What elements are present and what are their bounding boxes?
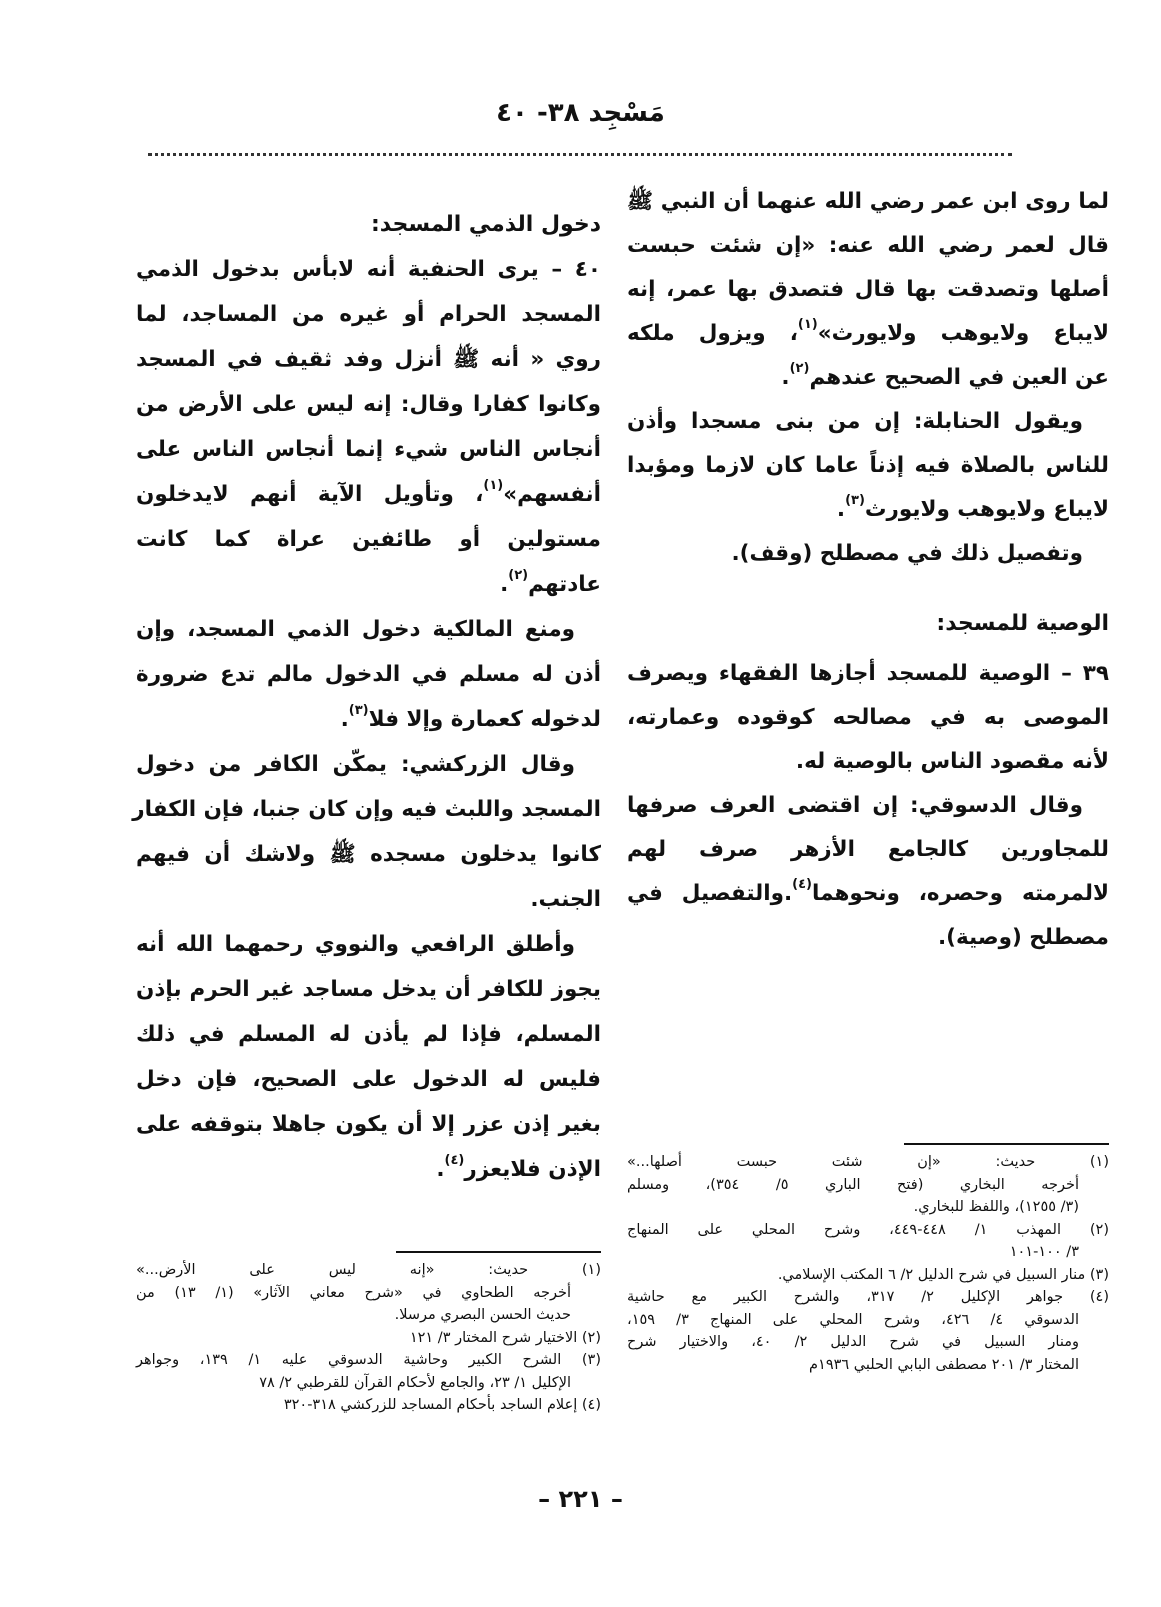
line-text: ، وتأويل الآية أنهم لايدخلون: [136, 482, 484, 507]
text-line: دخول الذمي المسجد:: [370, 212, 601, 237]
paragraph: [136, 607, 601, 742]
footnote-number: (٢): [581, 1329, 601, 1346]
footnote-text: الدسوقي ٤/ ٤٢٦، وشرح المحلي على المنهاج ٣/ ١٥٩،: [627, 1311, 1079, 1328]
text-line: يجوز للكافر أن يدخل مساجد غير الحرم بإذن: [136, 977, 601, 1002]
text-line: [136, 1147, 601, 1192]
line-text: عادتهم: [528, 572, 601, 597]
footnote-text: حديث: «إنه ليس على الأرض...»: [136, 1262, 529, 1278]
text-line: [627, 312, 1109, 356]
footnote-text: أخرجه البخاري (فتح الباري ٥/ ٣٥٤)، ومسلم: [627, 1176, 1079, 1193]
text-line: أصلها وتصدقت بها قال فتصدق بها عمر، إنه: [627, 277, 1109, 302]
footnote: [627, 1264, 1109, 1287]
footnote-ref: (٤): [444, 1153, 465, 1168]
text-line: كانوا يدخلون مسجده ﷺ ولاشك أن فيهم: [136, 842, 601, 867]
text-line: الموصى به في مصالحه كوقوده وعمارته،: [627, 705, 1109, 730]
paragraph: [627, 400, 1109, 532]
line-text: .: [340, 707, 349, 732]
paragraph: [627, 784, 1109, 960]
footnote-rule-left: [396, 1251, 601, 1253]
footnote-line: [627, 1354, 1109, 1377]
paragraph: [627, 180, 1109, 400]
text-line: وقال الزركشي: يمكّن الكافر من دخول: [136, 752, 575, 777]
text-line: مصطلح (وصية).: [938, 925, 1109, 950]
footnote-line: [627, 1174, 1109, 1197]
footnote-line: [627, 1219, 1109, 1242]
running-header: مَسْجِد ٣٨- ٤٠: [496, 98, 665, 128]
text-line: قال لعمر رضي الله عنه: «إن شئت حبست: [627, 233, 1109, 258]
footnote-number: (٢): [1089, 1221, 1109, 1238]
line-text: أنفسهم»: [503, 482, 601, 507]
footnote-line: [136, 1282, 601, 1305]
line-text: .: [500, 572, 509, 597]
footnote-line: [136, 1394, 601, 1417]
footnote-number: (٣): [581, 1352, 602, 1368]
footnote-ref: (٢): [508, 568, 529, 583]
footnote-ref: (١): [797, 317, 818, 332]
footnote: [136, 1394, 601, 1417]
text-line: الجنب.: [530, 887, 601, 912]
footnote-line: [627, 1151, 1109, 1174]
footnote-text: إعلام الساجد بأحكام المساجد للزركشي ٣١٨-٣٢٠: [283, 1397, 578, 1413]
footnote-line: [627, 1309, 1109, 1332]
line-text: لايباع ولايوهب ولايورث: [864, 497, 1109, 522]
footnote-rule-right: [904, 1143, 1109, 1145]
text-line: لأنه مقصود الناس بالوصية له.: [795, 749, 1109, 774]
footnote-ref: (٣): [845, 493, 865, 508]
footnote-number: (١): [581, 1262, 601, 1278]
text-line: المسلم، فإذا لم يأذن له المسلم في ذلك: [136, 1022, 601, 1047]
page-number: – ٢٢١ –: [538, 1485, 623, 1513]
section-heading: [136, 202, 601, 247]
footnote-line: [627, 1331, 1109, 1354]
text-line: [136, 697, 601, 742]
footnote-number: (٤): [581, 1397, 601, 1413]
footnote-line: [136, 1327, 601, 1350]
text-line: روي « أنه ﷺ أنزل وفد ثقيف في المسجد: [136, 347, 601, 372]
text-line: ٣٩ – الوصية للمسجد أجازها الفقهاء ويصرف: [627, 661, 1109, 686]
text-line: ٤٠ – يرى الحنفية أنه لابأس بدخول الذمي: [136, 257, 601, 282]
line-text: .: [836, 497, 846, 522]
paragraph: [627, 652, 1109, 784]
text-line: وأطلق الرافعي والنووي رحمهما الله أنه: [136, 932, 575, 957]
line-text: لالمرمته وحصره، ونحوهما: [812, 881, 1109, 906]
footnote-number: (٤): [1089, 1289, 1109, 1305]
footnote-text: الاختيار شرح المختار ٣/ ١٢١: [409, 1329, 578, 1346]
left-footnotes: [136, 1259, 601, 1417]
text-line: الوصية للمسجد:: [936, 611, 1109, 636]
paragraph: [136, 247, 601, 607]
footnote-text: أخرجه الطحاوي في «شرح معاني الآثار» (١/ ١٣) من: [136, 1284, 572, 1301]
text-line: وكانوا كفارا وقال: إنه ليس على الأرض من: [136, 392, 601, 417]
line-text: .: [436, 1157, 445, 1182]
footnote-text: الشرح الكبير وحاشية الدسوقي عليه ١/ ١٣٩، وجواهر: [136, 1352, 562, 1368]
line-text: .والتفصيل في: [627, 881, 793, 906]
text-line: للمجاورين كالجامع الأزهر صرف لهم: [627, 837, 1109, 862]
footnote-number: (٣): [1089, 1266, 1109, 1283]
right-footnotes: [627, 1151, 1109, 1376]
line-text: لايباع ولايوهب ولايورث»: [817, 321, 1109, 346]
footnote-ref: (٣): [348, 703, 369, 718]
footnote-line: [627, 1286, 1109, 1309]
line-text: الإذن فلايعزر: [464, 1157, 601, 1182]
footnote-text: حديث: «إن شئت حبست أصلها...»: [627, 1154, 1036, 1170]
footnote: [627, 1219, 1109, 1264]
footnote-line: [627, 1264, 1109, 1287]
paragraph: [132, 742, 601, 922]
line-text: عن العين في الصحيح عندهم: [809, 365, 1109, 390]
footnote-line: [627, 1241, 1109, 1264]
text-line: المسجد الحرام أو غيره من المساجد، لما: [136, 302, 601, 327]
footnote-line: [136, 1259, 601, 1282]
text-line: مستولين أو طائفين عراة كما كانت: [136, 527, 601, 552]
footnote-ref: (٤): [792, 877, 812, 892]
text-line: وقال الدسوقي: إن اقتضى العرف صرفها: [627, 793, 1083, 818]
paragraph: [627, 532, 1109, 576]
text-line: المسجد واللبث فيه وإن كان جنبا، فإن الكفار: [132, 797, 601, 822]
text-line: وتفصيل ذلك في مصطلح (وقف).: [731, 541, 1083, 566]
footnote: [136, 1327, 601, 1350]
footnote-number: (١): [1089, 1154, 1109, 1170]
footnote-ref: (٢): [789, 361, 810, 376]
text-line: ويقول الحنابلة: إن من بنى مسجدا وأذن: [627, 409, 1083, 434]
footnote-ref: (١): [483, 478, 504, 493]
section-heading: [627, 602, 1109, 646]
text-line: أذن له مسلم في الدخول مالم تدع ضرورة: [136, 662, 601, 687]
text-line: [136, 472, 601, 517]
text-line: [627, 872, 1109, 916]
footnote-text: جواهر الإكليل ٢/ ٣١٧، والشرح الكبير مع حاشية: [627, 1289, 1064, 1305]
header-dotted-divider: [148, 153, 1012, 156]
text-line: لما روى ابن عمر رضي الله عنهما أن النبي ﷺ: [627, 189, 1109, 214]
footnote-line: [136, 1372, 601, 1395]
text-line: فليس له الدخول على الصحيح، فإن دخل: [136, 1067, 601, 1092]
footnote: [136, 1349, 601, 1394]
line-text: .: [781, 365, 790, 390]
footnote-text: حديث الحسن البصري مرسلا.: [394, 1307, 571, 1323]
paragraph: [136, 922, 601, 1192]
footnote-text: المهذب ١/ ٤٤٨-٤٤٩، وشرح المحلي على المنهاج: [627, 1221, 1061, 1238]
text-line: [627, 356, 1109, 400]
footnote: [136, 1259, 601, 1327]
footnote-text: الإكليل ١/ ٢٣، والجامع لأحكام القرآن للقرطبي ٢/ ٧٨: [259, 1374, 571, 1391]
text-line: [136, 562, 601, 607]
line-text: لدخوله كعمارة وإلا فلا: [368, 707, 601, 732]
left-column: [132, 202, 601, 1192]
footnote: [627, 1151, 1109, 1219]
footnote-text: ٣/ ١٠٠-١٠١: [1009, 1244, 1079, 1260]
text-line: ومنع المالكية دخول الذمي المسجد، وإن: [136, 617, 575, 642]
footnote: [627, 1286, 1109, 1376]
text-line: أنجاس الناس شيء إنما أنجاس الناس على: [136, 437, 601, 462]
footnote-line: [136, 1349, 601, 1372]
line-text: ، ويزول ملكه: [627, 321, 798, 346]
text-line: للناس بالصلاة فيه إذناً عاما كان لازما ومؤبدا: [627, 453, 1109, 478]
footnote-text: (٣/ ١٢٥٥)، واللفظ للبخاري.: [913, 1199, 1079, 1215]
footnote-line: [136, 1304, 601, 1327]
footnote-text: المختار ٣/ ٢٠١ مصطفى البابي الحلبي ١٩٣٦م: [809, 1356, 1079, 1373]
text-line: [627, 488, 1109, 532]
text-line: بغير إذن عزر إلا أن يكون جاهلا بتوقفه على: [136, 1112, 601, 1137]
footnote-text: ومنار السبيل في شرح الدليل ٢/ ٤٠، والاختيار شرح: [627, 1334, 1079, 1350]
footnote-line: [627, 1196, 1109, 1219]
right-column: [627, 180, 1109, 960]
footnote-text: منار السبيل في شرح الدليل ٢/ ٦ المكتب الإسلامي.: [777, 1266, 1086, 1283]
